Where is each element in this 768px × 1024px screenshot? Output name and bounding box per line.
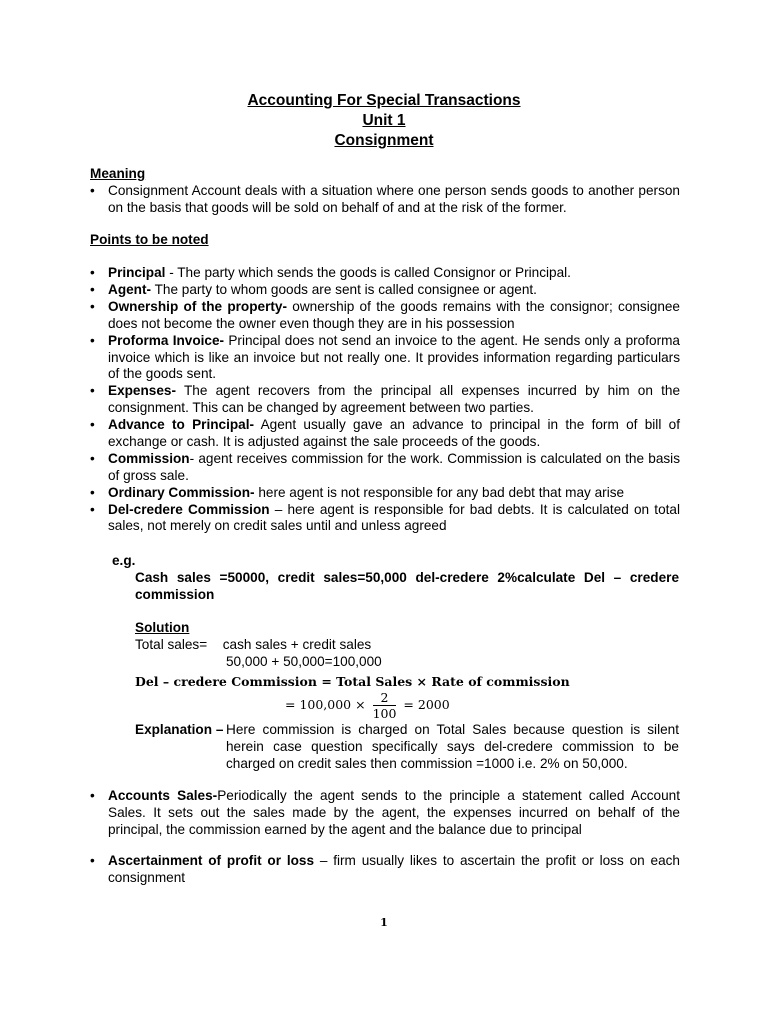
total-sales-label: Total sales= — [135, 637, 208, 652]
point-text: The party to whom goods are sent is called consignee or agent. — [151, 281, 537, 297]
total-sales-line — [135, 637, 371, 654]
list-item — [90, 502, 680, 536]
list-item — [90, 485, 680, 502]
points-list — [90, 265, 680, 535]
list-item — [90, 282, 680, 299]
point-text: - The party which sends the goods is called Consignor or Principal. — [165, 265, 571, 280]
point-text: The agent recovers from the principal all expenses incurred by him on the consignment. This can be changed by agreement between two parties. — [108, 383, 680, 416]
explanation-label: Explanation – — [135, 722, 224, 737]
list-item — [90, 451, 680, 485]
point-text: – here agent is responsible for bad debts. It is calculated on total sales, not merely on credit sales until and unless agreed — [108, 501, 680, 534]
point-term: Del-credere Commission — [108, 501, 270, 517]
list-item — [90, 853, 680, 887]
point-text: – firm usually likes to ascertain the profit or loss on each consignment — [108, 853, 680, 885]
point-term: Ownership of the property- — [108, 298, 288, 314]
example-label: e.g. — [112, 553, 136, 568]
meaning-text: Consignment Account deals with a situation where one person sends goods to another person on the basis that goods will be sold on behalf of and at the risk of the former. — [108, 183, 680, 215]
list-item — [90, 333, 680, 383]
point-text: Principal does not send an invoice to the agent. He sends only a proforma invoice which is like an invoice but not really one. It provides information regarding particulars of the goods sent. — [108, 332, 680, 382]
point-text: Periodically the agent sends to the principle a statement called Account Sales. It sets out the sales made by the agent, the expenses incurred on behalf of the principal, the commission earned by the agent and the balance due to principal — [108, 788, 680, 837]
point-term: Principal — [108, 265, 166, 280]
point-term: Accounts Sales- — [108, 788, 218, 803]
more-points-list — [90, 788, 680, 839]
list-item — [90, 417, 680, 451]
meaning-heading: Meaning — [90, 166, 146, 181]
list-item — [90, 788, 680, 838]
point-term: Ordinary Commission- — [108, 484, 255, 500]
point-text: - agent receives commission for the work. Commission is calculated on the basis of gross sale. — [108, 450, 680, 483]
fraction-numerator: 2 — [373, 690, 397, 706]
meaning-item — [90, 183, 680, 217]
point-term: Expenses- — [108, 383, 177, 399]
example-question: Cash sales =50000, credit sales=50,000 del-credere 2%calculate Del – credere commission — [135, 570, 679, 602]
explanation-text: Here commission is charged on Total Sales because question is silent herein case question specifically says del-credere commission to be charged on credit sales then commission =1000 i.e. 2% on 50,000. — [226, 722, 679, 771]
commission-formula: Del – credere Commission = Total Sales × Rate of commission — [135, 674, 570, 689]
page-number: 1 — [380, 916, 388, 929]
list-item — [90, 299, 680, 333]
fraction — [373, 690, 397, 721]
title-block — [0, 91, 768, 151]
fraction-denominator: 100 — [372, 706, 397, 721]
document-title: Accounting For Special Transactions — [247, 92, 521, 109]
points-heading: Points to be noted — [90, 232, 209, 247]
point-term: Agent- — [108, 281, 152, 297]
list-item — [90, 265, 680, 282]
explanation — [135, 722, 679, 772]
formula-result: = 2000 — [403, 697, 450, 712]
more-points-list-2 — [90, 853, 680, 887]
point-term: Advance to Principal- — [108, 417, 255, 433]
topic-title: Consignment — [334, 132, 434, 149]
total-sales-calc: 50,000 + 50,000=100,000 — [226, 654, 382, 669]
total-sales-expr: cash sales + credit sales — [222, 637, 372, 652]
formula-lhs: = 100,000 × — [285, 697, 366, 712]
point-text: here agent is not responsible for any bad debt that may arise — [254, 484, 625, 500]
meaning-list — [90, 183, 680, 217]
list-item — [90, 383, 680, 417]
unit-title: Unit 1 — [362, 112, 406, 129]
point-term: Commission — [108, 450, 190, 466]
point-text: Agent usually gave an advance to principal in the form of bill of exchange or cash. It is adjusted against the sale proceeds of the goods. — [108, 417, 680, 449]
point-term: Ascertainment of profit or loss — [108, 853, 315, 868]
point-text: ownership of the goods remains with the consignor; consignee does not become the owner even though they are in his possession — [108, 298, 680, 331]
commission-calculation — [285, 690, 450, 724]
point-term: Proforma Invoice- — [108, 332, 225, 348]
solution-heading: Solution — [135, 620, 190, 635]
